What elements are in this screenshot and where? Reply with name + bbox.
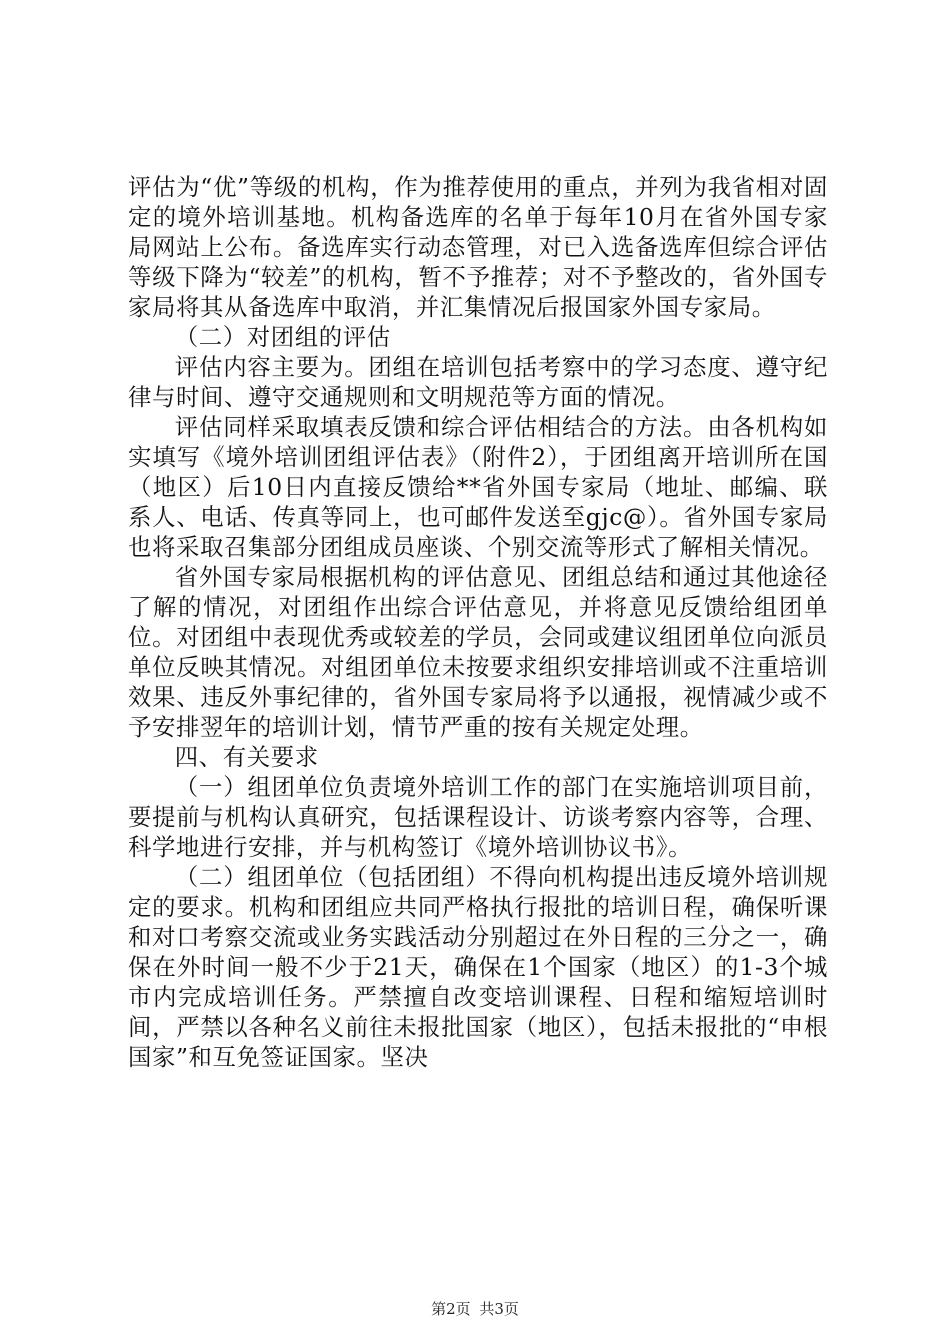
paragraph-1: 评估为“优”等级的机构，作为推荐使用的重点，并列为我省相对固定的境外培训基地。机构备选库的名单于每年10月在省外国专家局网站上公布。备选库实行动态管理，对已入选备选库但综合评估等级下降为“较差”的机构，暂不予推荐；对不予整改的，省外国专家局将其从备选库中取消，并汇集情况后报国家外国专家局。 bbox=[128, 173, 828, 321]
section-heading-requirements: 四、有关要求 bbox=[174, 743, 319, 771]
page-footer bbox=[0, 1298, 950, 1319]
page-total: 共3页 bbox=[479, 1300, 519, 1318]
page-number: 第2页 bbox=[431, 1300, 471, 1318]
paragraph-4: 评估同样采取填表反馈和综合评估相结合的方法。由各机构如实填写《境外培训团组评估表》（附件2），于团组离开培训所在国（地区）后10日内直接反馈给**省外国专家局（地址、邮编、联系人、电话、传真等同上，也可邮件发送至gjc@）。省外国专家局也将采取召集部分团组成员座谈、个别交流等形式了解相关情况。 bbox=[128, 413, 828, 561]
paragraph-5: 省外国专家局根据机构的评估意见、团组总结和通过其他途径了解的情况，对团组作出综合评估意见，并将意见反馈给组团单位。对团组中表现优秀或较差的学员，会同或建议组团单位向派员单位反映其情况。对组团单位未按要求组织安排培训或不注重培训效果、违反外事纪律的，省外国专家局将予以通报，视情减少或不予安排翌年的培训计划，情节严重的按有关规定处理。 bbox=[128, 563, 828, 741]
paragraph-7: （一）组团单位负责境外培训工作的部门在实施培训项目前，要提前与机构认真研究，包括课程设计、访谈考察内容等，合理、科学地进行安排，并与机构签订《境外培训协议书》。 bbox=[128, 773, 828, 861]
paragraph-3: 评估内容主要为。团组在培训包括考察中的学习态度、遵守纪律与时间、遵守交通规则和文明规范等方面的情况。 bbox=[128, 353, 828, 411]
document-body bbox=[128, 172, 828, 1072]
section-heading-team-evaluation: （二）对团组的评估 bbox=[174, 323, 391, 351]
paragraph-8: （二）组团单位（包括团组）不得向机构提出违反境外培训规定的要求。机构和团组应共同严格执行报批的培训日程，确保听课和对口考察交流或业务实践活动分别超过在外日程的三分之一，确保在外时间一般不少于21天，确保在1个国家（地区）的1-3个城市内完成培训任务。严禁擅自改变培训课程、日程和缩短培训时间，严禁以各种名义前往未报批国家（地区），包括未报批的“申根国家”和互免签证国家。坚决 bbox=[128, 863, 828, 1071]
